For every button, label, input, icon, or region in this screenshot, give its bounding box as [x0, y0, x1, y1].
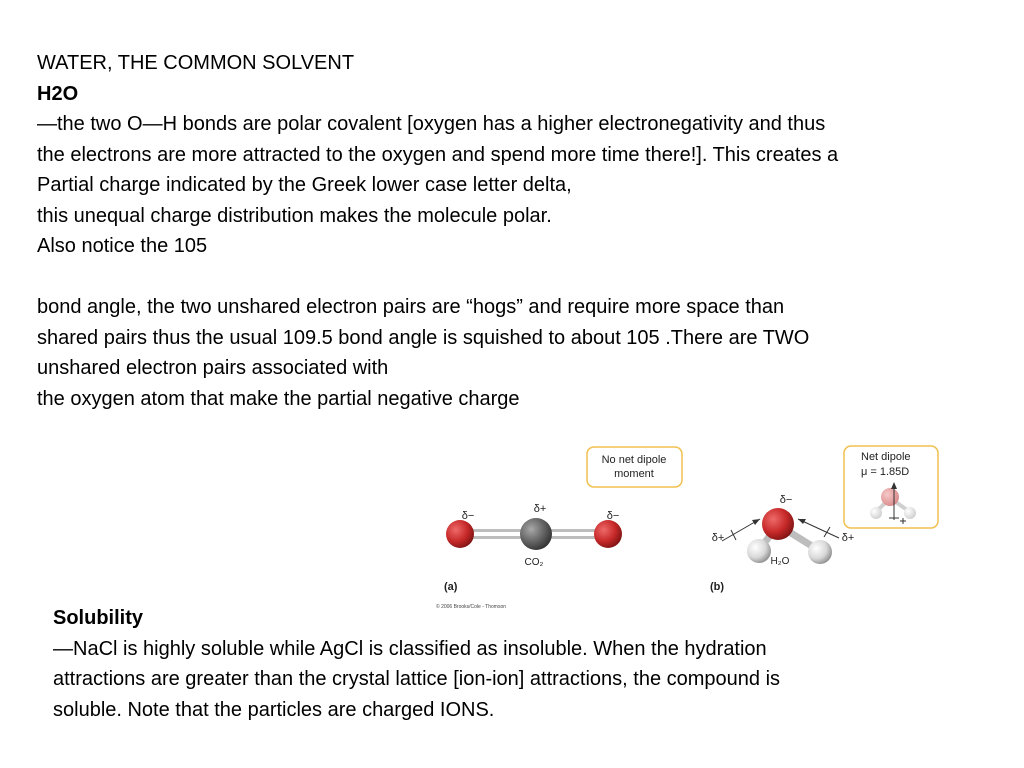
panel-a-label: (a)	[444, 581, 458, 593]
blank-line	[37, 262, 1012, 293]
net-dipole-callout	[844, 446, 938, 528]
delta-minus-label: δ−	[461, 510, 475, 522]
carbon-atom	[520, 518, 552, 550]
oxygen-atom	[762, 508, 794, 540]
water-text-block	[37, 48, 1012, 414]
co2-label: CO₂	[524, 557, 544, 568]
body-line: soluble. Note that the particles are charged IONS.	[53, 698, 495, 721]
hydrogen-atom	[808, 540, 832, 564]
section-subtitle: H2O	[37, 82, 79, 105]
body-line: attractions are greater than the crystal lattice [ion-ion] attractions, the compound is	[53, 668, 781, 690]
solubility-title: Solubility	[53, 607, 143, 629]
solubility-text-block	[53, 603, 983, 725]
h2o-label: H₂O	[770, 556, 790, 567]
delta-minus-label: δ−	[779, 494, 793, 506]
body-line: Also notice the 105	[37, 235, 208, 257]
delta-plus-label: δ+	[711, 532, 725, 544]
h2o-molecule	[712, 494, 855, 567]
delta-minus-label: δ−	[606, 510, 620, 522]
body-line: shared pairs thus the usual 109.5 bond angle is squished to about 105 .There are TWO	[37, 326, 810, 349]
body-line: Partial charge indicated by the Greek lower case letter delta,	[37, 174, 572, 196]
body-line: —the two O—H bonds are polar covalent [oxygen has a higher electronegativity and thus	[37, 113, 826, 135]
body-line: unshared electron pairs associated with	[37, 357, 389, 379]
dipole-moment-value: μ = 1.85D	[861, 466, 910, 478]
delta-plus-label: δ+	[841, 532, 855, 544]
body-line: the electrons are more attracted to the oxygen and spend more time there!]. This creates a	[37, 143, 839, 166]
body-line: the oxygen atom that make the partial negative charge	[37, 387, 520, 410]
section-title: WATER, THE COMMON SOLVENT	[37, 52, 355, 74]
body-line: this unequal charge distribution makes the molecule polar.	[37, 204, 552, 227]
oxygen-atom	[446, 520, 474, 548]
body-line: —NaCl is highly soluble while AgCl is classified as insoluble. When the hydration	[53, 637, 767, 660]
copyright-text: © 2006 Brooks/Cole - Thomson	[436, 604, 507, 610]
hydrogen-atom	[747, 539, 771, 563]
co2-molecule	[446, 503, 622, 568]
no-dipole-callout	[587, 447, 682, 487]
panel-b-label: (b)	[710, 581, 725, 593]
no-dipole-label-2: moment	[614, 468, 654, 480]
delta-plus-label: δ+	[533, 503, 547, 515]
no-dipole-label: No net dipole	[601, 454, 667, 466]
net-dipole-label: Net dipole	[861, 451, 911, 463]
body-line: bond angle, the two unshared electron pairs are “hogs” and require more space than	[37, 296, 785, 318]
molecule-figure	[416, 440, 956, 615]
oxygen-atom	[594, 520, 622, 548]
